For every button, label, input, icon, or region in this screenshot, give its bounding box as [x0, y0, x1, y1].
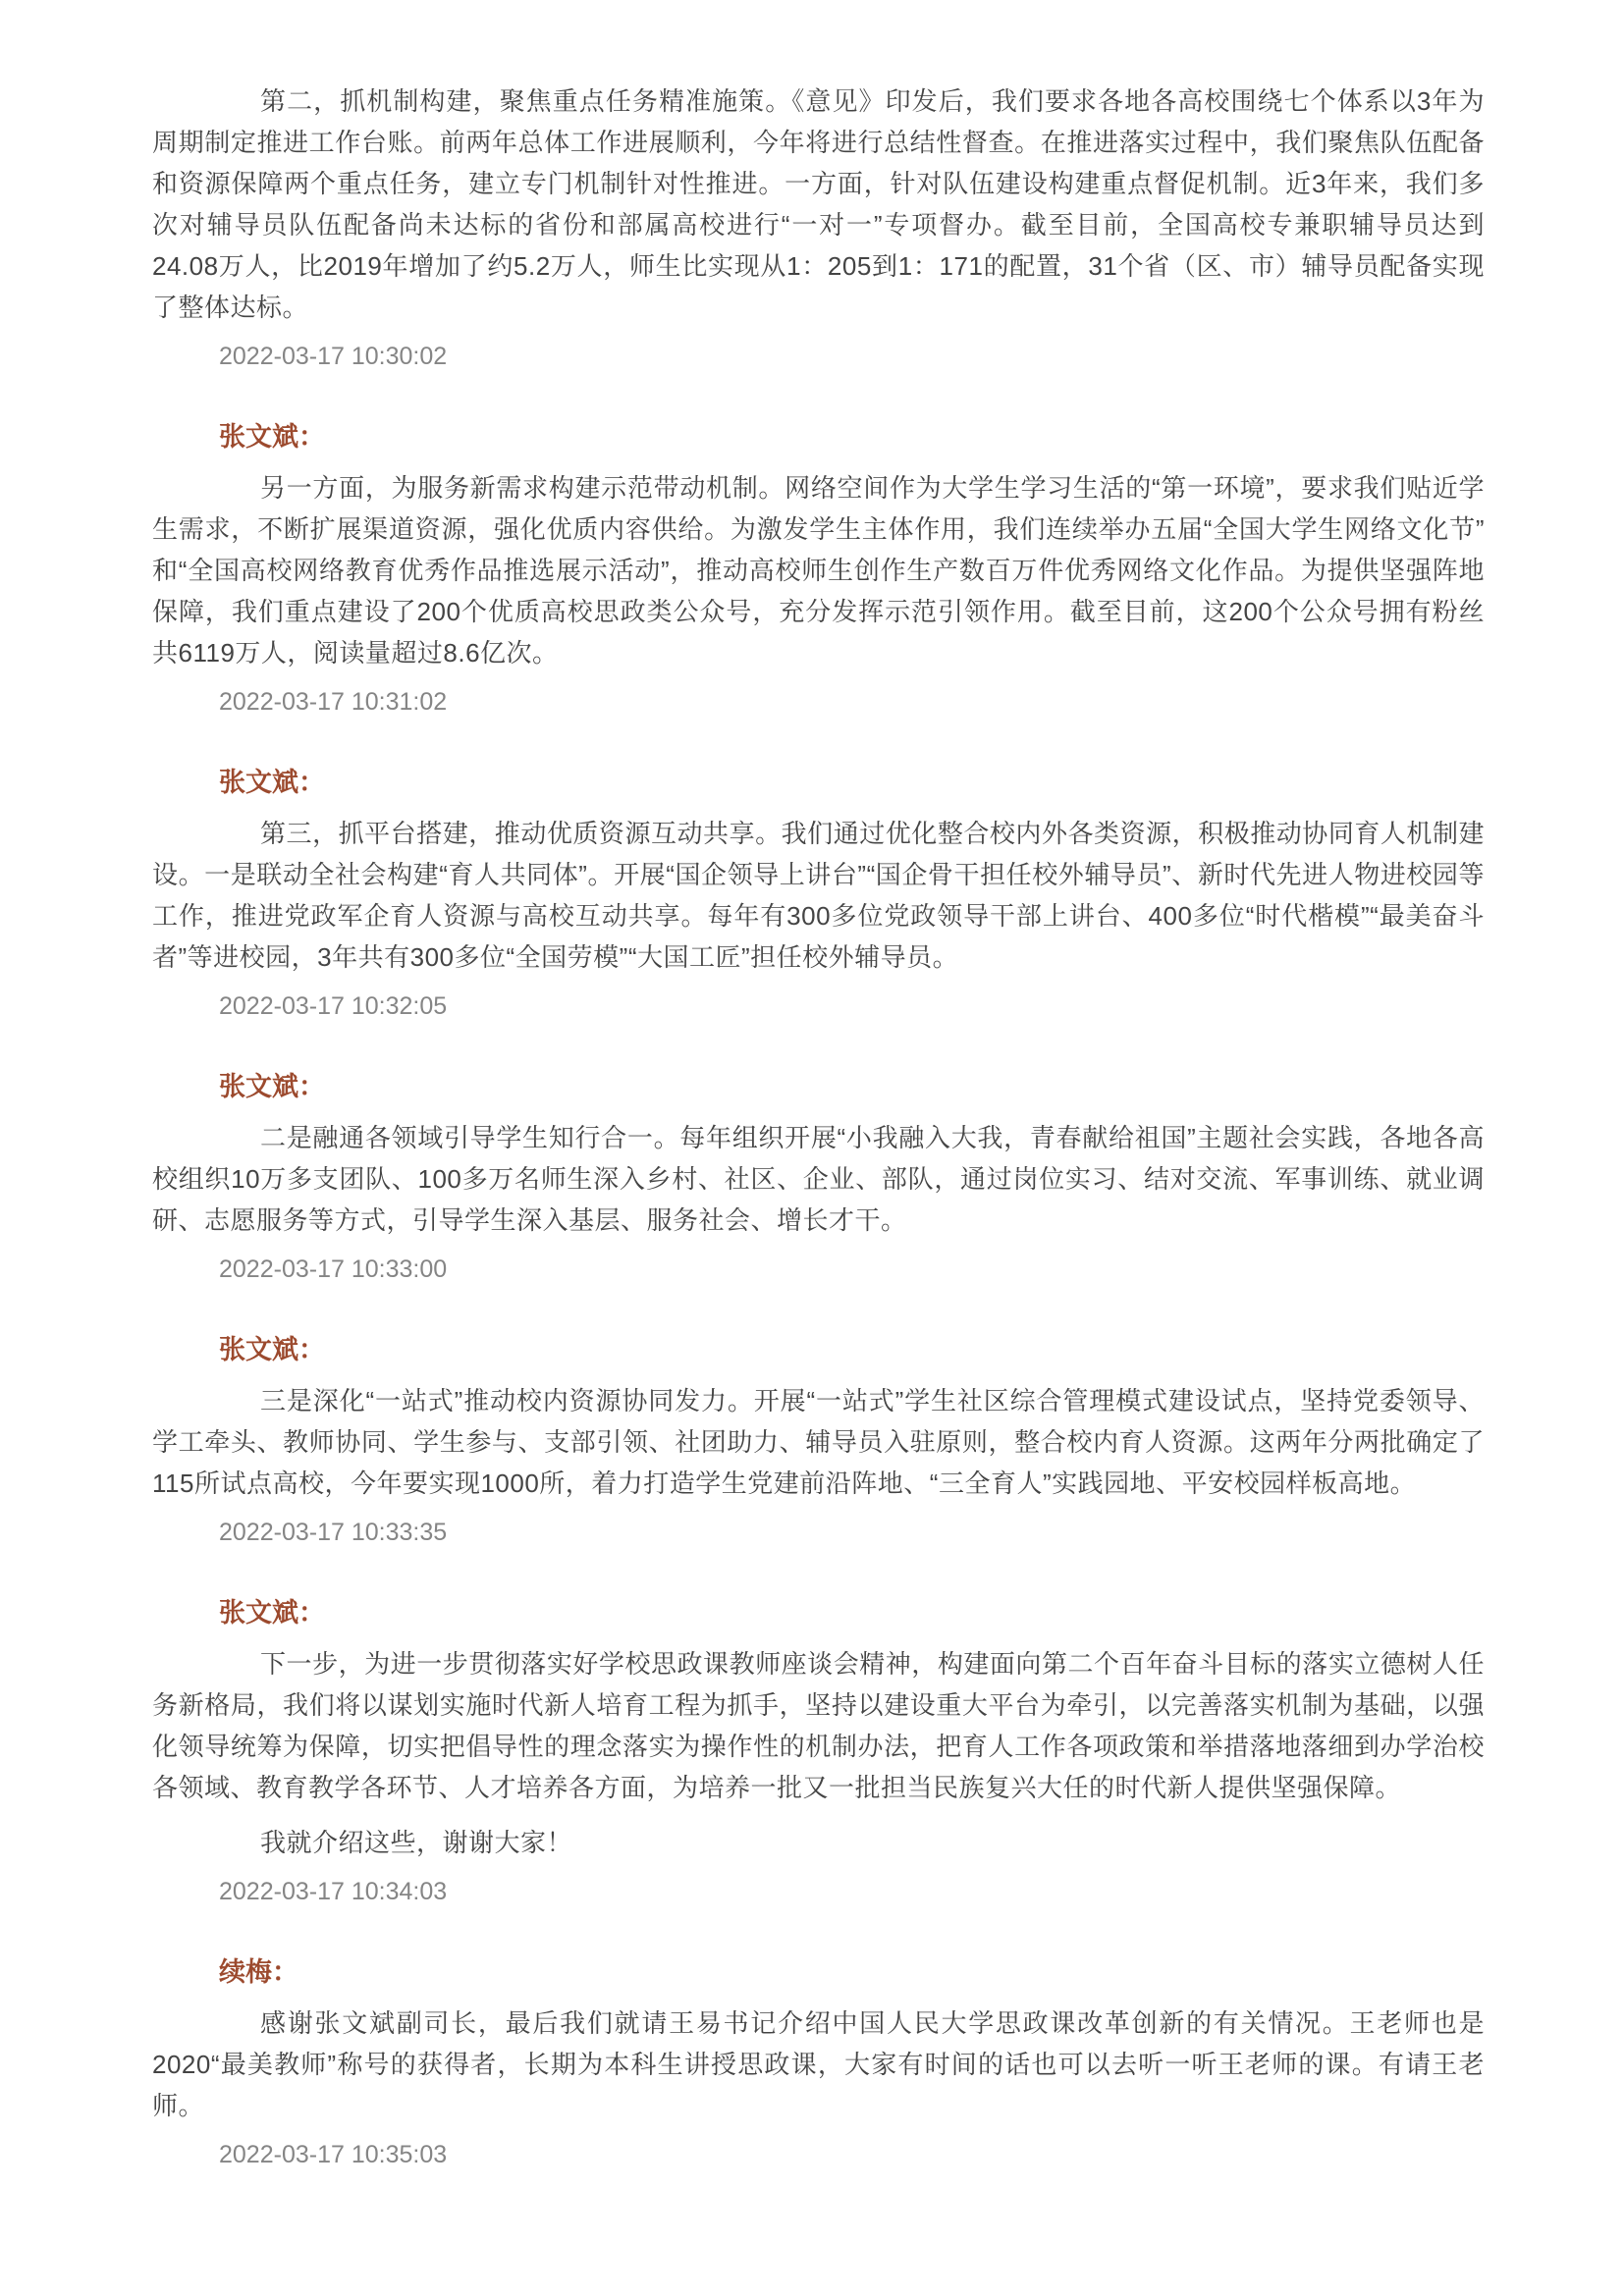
timestamp: 2022-03-17 10:34:03 [219, 1878, 448, 1905]
speaker-name: 张文斌： [219, 1072, 325, 1101]
paragraph: 二是融通各领域引导学生知行合一。每年组织开展“小我融入大我，青春献给祖国”主题社会实践，各地各高校组织10万多支团队、100多万名师生深入乡村、社区、企业、部队，通过岗位实习、结对交流、军事训练、就业调研、志愿服务等方式，引导学生深入基层、服务社会、增长才干。 [152, 1123, 1485, 1235]
paragraph: 我就介绍这些，谢谢大家！ [260, 1828, 573, 1857]
transcript-entry [152, 766, 1485, 1023]
timestamp: 2022-03-17 10:33:35 [219, 1519, 448, 1546]
timestamp: 2022-03-17 10:30:02 [219, 343, 448, 370]
transcript-entry [152, 420, 1485, 719]
timestamp: 2022-03-17 10:35:03 [219, 2141, 448, 2168]
paragraph: 另一方面，为服务新需求构建示范带动机制。网络空间作为大学生学习生活的“第一环境”，要求我们贴近学生需求，不断扩展渠道资源，强化优质内容供给。为激发学生主体作用，我们连续举办五届“全国大学生网络文化节”和“全国高校网络教育优秀作品推选展示活动”，推动高校师生创作生产数百万件优秀网络文化作品。为提供坚强阵地保障，我们重点建设了200个优质高校思政类公众号，充分发挥示范引领作用。截至目前，这200个公众号拥有粉丝共6119万人，阅读量超过8.6亿次。 [152, 473, 1485, 667]
transcript-entry [152, 1070, 1485, 1286]
timestamp: 2022-03-17 10:33:00 [219, 1255, 448, 1283]
transcript-entry [152, 1955, 1485, 2171]
speaker-name: 张文斌： [219, 422, 325, 452]
transcript-entry [152, 80, 1485, 373]
transcript-entry [152, 1596, 1485, 1908]
paragraph: 第三，抓平台搭建，推动优质资源互动共享。我们通过优化整合校内外各类资源，积极推动协同育人机制建设。一是联动全社会构建“育人共同体”。开展“国企领导上讲台”“国企骨干担任校外辅导员”、新时代先进人物进校园等工作，推进党政军企育人资源与高校互动共享。每年有300多位党政领导干部上讲台、400多位“时代楷模”“最美奋斗者”等进校园，3年共有300多位“全国劳模”“大国工匠”担任校外辅导员。 [152, 819, 1485, 972]
paragraph: 下一步，为进一步贯彻落实好学校思政课教师座谈会精神，构建面向第二个百年奋斗目标的落实立德树人任务新格局，我们将以谋划实施时代新人培育工程为抓手，坚持以建设重大平台为牵引，以完善落实机制为基础，以强化领导统筹为保障，切实把倡导性的理念落实为操作性的机制办法，把育人工作各项政策和举措落地落细到办学治校各领域、教育教学各环节、人才培养各方面，为培养一批又一批担当民族复兴大任的时代新人提供坚强保障。 [152, 1649, 1485, 1802]
timestamp: 2022-03-17 10:31:02 [219, 688, 448, 716]
speaker-name: 续梅： [219, 1957, 298, 1987]
speaker-name: 张文斌： [219, 768, 325, 797]
speaker-name: 张文斌： [219, 1335, 325, 1364]
transcript-entry [152, 1333, 1485, 1549]
timestamp: 2022-03-17 10:32:05 [219, 992, 448, 1020]
paragraph: 感谢张文斌副司长，最后我们就请王易书记介绍中国人民大学思政课改革创新的有关情况。王老师也是2020“最美教师”称号的获得者，长期为本科生讲授思政课，大家有时间的话也可以去听一听王老师的课。有请王老师。 [152, 2008, 1485, 2120]
paragraph: 三是深化“一站式”推动校内资源协同发力。开展“一站式”学生社区综合管理模式建设试点，坚持党委领导、学工牵头、教师协同、学生参与、支部引领、社团助力、辅导员入驻原则，整合校内育人资源。这两年分两批确定了115所试点高校，今年要实现1000所，着力打造学生党建前沿阵地、“三全育人”实践园地、平安校园样板高地。 [152, 1386, 1485, 1498]
speaker-name: 张文斌： [219, 1598, 325, 1628]
paragraph: 第二，抓机制构建，聚焦重点任务精准施策。《意见》印发后，我们要求各地各高校围绕七个体系以3年为周期制定推进工作台账。前两年总体工作进展顺利，今年将进行总结性督查。在推进落实过程中，我们聚焦队伍配备和资源保障两个重点任务，建立专门机制针对性推进。一方面，针对队伍建设构建重点督促机制。近3年来，我们多次对辅导员队伍配备尚未达标的省份和部属高校进行“一对一”专项督办。截至目前，全国高校专兼职辅导员达到24.08万人，比2019年增加了约5.2万人，师生比实现从1：205到1：171的配置，31个省（区、市）辅导员配备实现了整体达标。 [152, 86, 1485, 322]
